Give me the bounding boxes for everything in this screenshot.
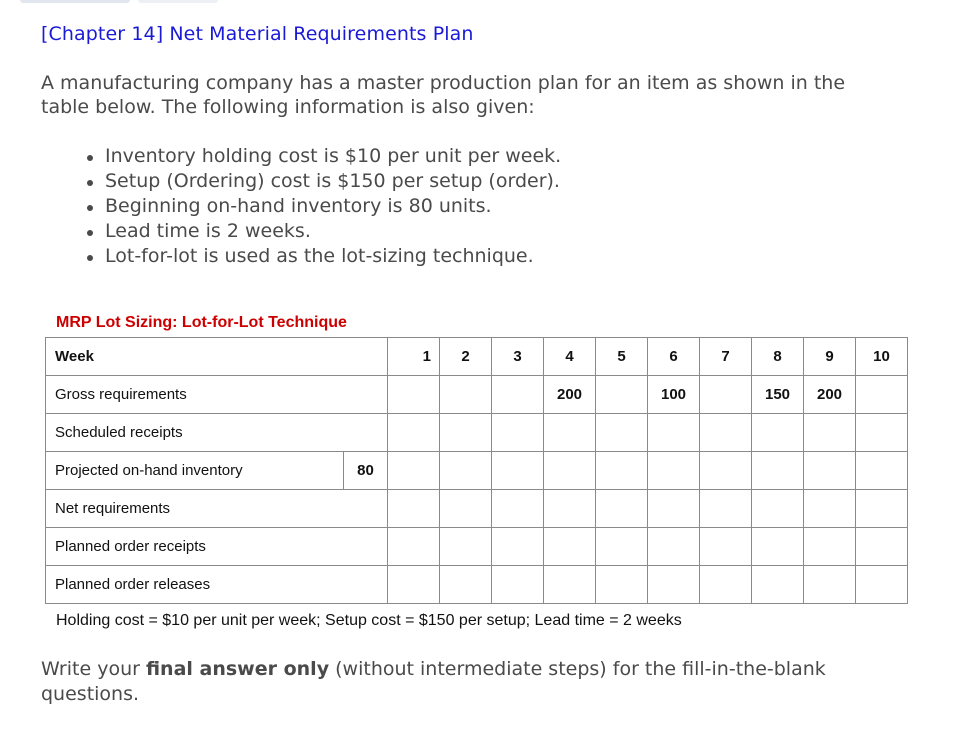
row-label: Scheduled receipts: [46, 414, 388, 452]
table-cell[interactable]: [544, 414, 596, 452]
table-cell[interactable]: [388, 452, 440, 490]
row-label: Projected on-hand inventory: [46, 452, 344, 490]
week-header: Week: [46, 338, 388, 376]
table-cell[interactable]: [440, 528, 492, 566]
table-cell[interactable]: [804, 452, 856, 490]
table-cell[interactable]: 200: [544, 376, 596, 414]
list-item: Beginning on-hand inventory is 80 units.: [85, 194, 561, 219]
table-row: [46, 376, 908, 414]
table-cell[interactable]: [596, 376, 648, 414]
table-cell[interactable]: [492, 414, 544, 452]
week-number: 6: [648, 338, 700, 376]
table-cell[interactable]: [700, 490, 752, 528]
table-cell[interactable]: [492, 528, 544, 566]
table-cell[interactable]: 100: [648, 376, 700, 414]
row-label: Planned order receipts: [46, 528, 388, 566]
tab-indicator[interactable]: [138, 0, 218, 3]
week-number: 3: [492, 338, 544, 376]
table-cell[interactable]: 150: [752, 376, 804, 414]
table-cell[interactable]: [596, 566, 648, 604]
table-row: [46, 528, 908, 566]
table-row: [46, 452, 908, 490]
week-number: 9: [804, 338, 856, 376]
table-cell[interactable]: [856, 490, 908, 528]
table-cell[interactable]: [492, 490, 544, 528]
table-cell[interactable]: [648, 528, 700, 566]
table-cell[interactable]: [856, 376, 908, 414]
table-cell[interactable]: [804, 528, 856, 566]
table-cell[interactable]: [492, 566, 544, 604]
table-cell[interactable]: [752, 490, 804, 528]
week-number: 5: [596, 338, 648, 376]
instruction-paragraph: [41, 657, 861, 707]
table-cell[interactable]: [700, 566, 752, 604]
table-cell[interactable]: [804, 414, 856, 452]
initial-on-hand: 80: [344, 452, 388, 490]
table-cell[interactable]: [752, 414, 804, 452]
table-cell[interactable]: [388, 490, 440, 528]
list-item: Inventory holding cost is $10 per unit per week.: [85, 144, 561, 169]
table-cell[interactable]: [700, 376, 752, 414]
table-cell[interactable]: [752, 528, 804, 566]
table-cell[interactable]: [596, 452, 648, 490]
table-cell[interactable]: [388, 414, 440, 452]
table-cell[interactable]: [700, 452, 752, 490]
given-info-list: [85, 144, 561, 269]
table-cell[interactable]: [752, 566, 804, 604]
table-cell[interactable]: [388, 376, 440, 414]
table-cell[interactable]: [648, 566, 700, 604]
table-cell[interactable]: [544, 452, 596, 490]
table-cell[interactable]: [856, 414, 908, 452]
row-label: Planned order releases: [46, 566, 388, 604]
table-cell[interactable]: [856, 566, 908, 604]
table-cell[interactable]: [388, 566, 440, 604]
week-number: 10: [856, 338, 908, 376]
table-cell[interactable]: [440, 490, 492, 528]
table-caption: MRP Lot Sizing: Lot-for-Lot Technique: [56, 314, 347, 331]
table-cell[interactable]: [544, 528, 596, 566]
table-cell[interactable]: [596, 528, 648, 566]
week-number: 1: [388, 338, 440, 376]
table-cell[interactable]: 200: [804, 376, 856, 414]
table-cell[interactable]: [440, 452, 492, 490]
table-cell[interactable]: [700, 528, 752, 566]
page-title: [Chapter 14] Net Material Requirements Plan: [41, 23, 474, 45]
table-cell[interactable]: [596, 414, 648, 452]
table-cell[interactable]: [804, 490, 856, 528]
table-cell[interactable]: [544, 490, 596, 528]
week-number: 2: [440, 338, 492, 376]
instruction-emphasis: final answer only: [145, 658, 330, 680]
intro-paragraph: A manufacturing company has a master production plan for an item as shown in the table below. The following information is also given:: [41, 72, 846, 118]
top-tabs: [20, 0, 220, 4]
table-cell[interactable]: [440, 376, 492, 414]
table-cell[interactable]: [492, 452, 544, 490]
table-cell[interactable]: [752, 452, 804, 490]
tab-indicator[interactable]: [20, 0, 130, 3]
table-cell[interactable]: [700, 414, 752, 452]
table-header-row: [46, 338, 908, 376]
table-cell[interactable]: [440, 414, 492, 452]
instruction-prefix: Write your: [41, 658, 146, 680]
table-cell[interactable]: [804, 566, 856, 604]
week-number: 8: [752, 338, 804, 376]
table-cell[interactable]: [648, 452, 700, 490]
table-cell[interactable]: [596, 490, 648, 528]
table-footnote: Holding cost = $10 per unit per week; Setup cost = $150 per setup; Lead time = 2 weeks: [56, 612, 682, 629]
list-item: Setup (Ordering) cost is $150 per setup (order).: [85, 169, 561, 194]
table-cell[interactable]: [856, 528, 908, 566]
instruction-suffix: (without intermediate steps) for the fill-in-the-blank questions.: [41, 658, 826, 705]
table-cell[interactable]: [492, 376, 544, 414]
table-cell[interactable]: [856, 452, 908, 490]
table-row: [46, 414, 908, 452]
table-row: [46, 566, 908, 604]
table-cell[interactable]: [440, 566, 492, 604]
list-item: Lead time is 2 weeks.: [85, 219, 561, 244]
week-number: 4: [544, 338, 596, 376]
table-cell[interactable]: [648, 414, 700, 452]
list-item: Lot-for-lot is used as the lot-sizing technique.: [85, 244, 561, 269]
table-cell[interactable]: [544, 566, 596, 604]
week-number: 7: [700, 338, 752, 376]
table-row: [46, 490, 908, 528]
table-cell[interactable]: [388, 528, 440, 566]
row-label: Net requirements: [46, 490, 388, 528]
table-cell[interactable]: [648, 490, 700, 528]
row-label: Gross requirements: [46, 376, 388, 414]
mrp-table: [45, 337, 908, 604]
